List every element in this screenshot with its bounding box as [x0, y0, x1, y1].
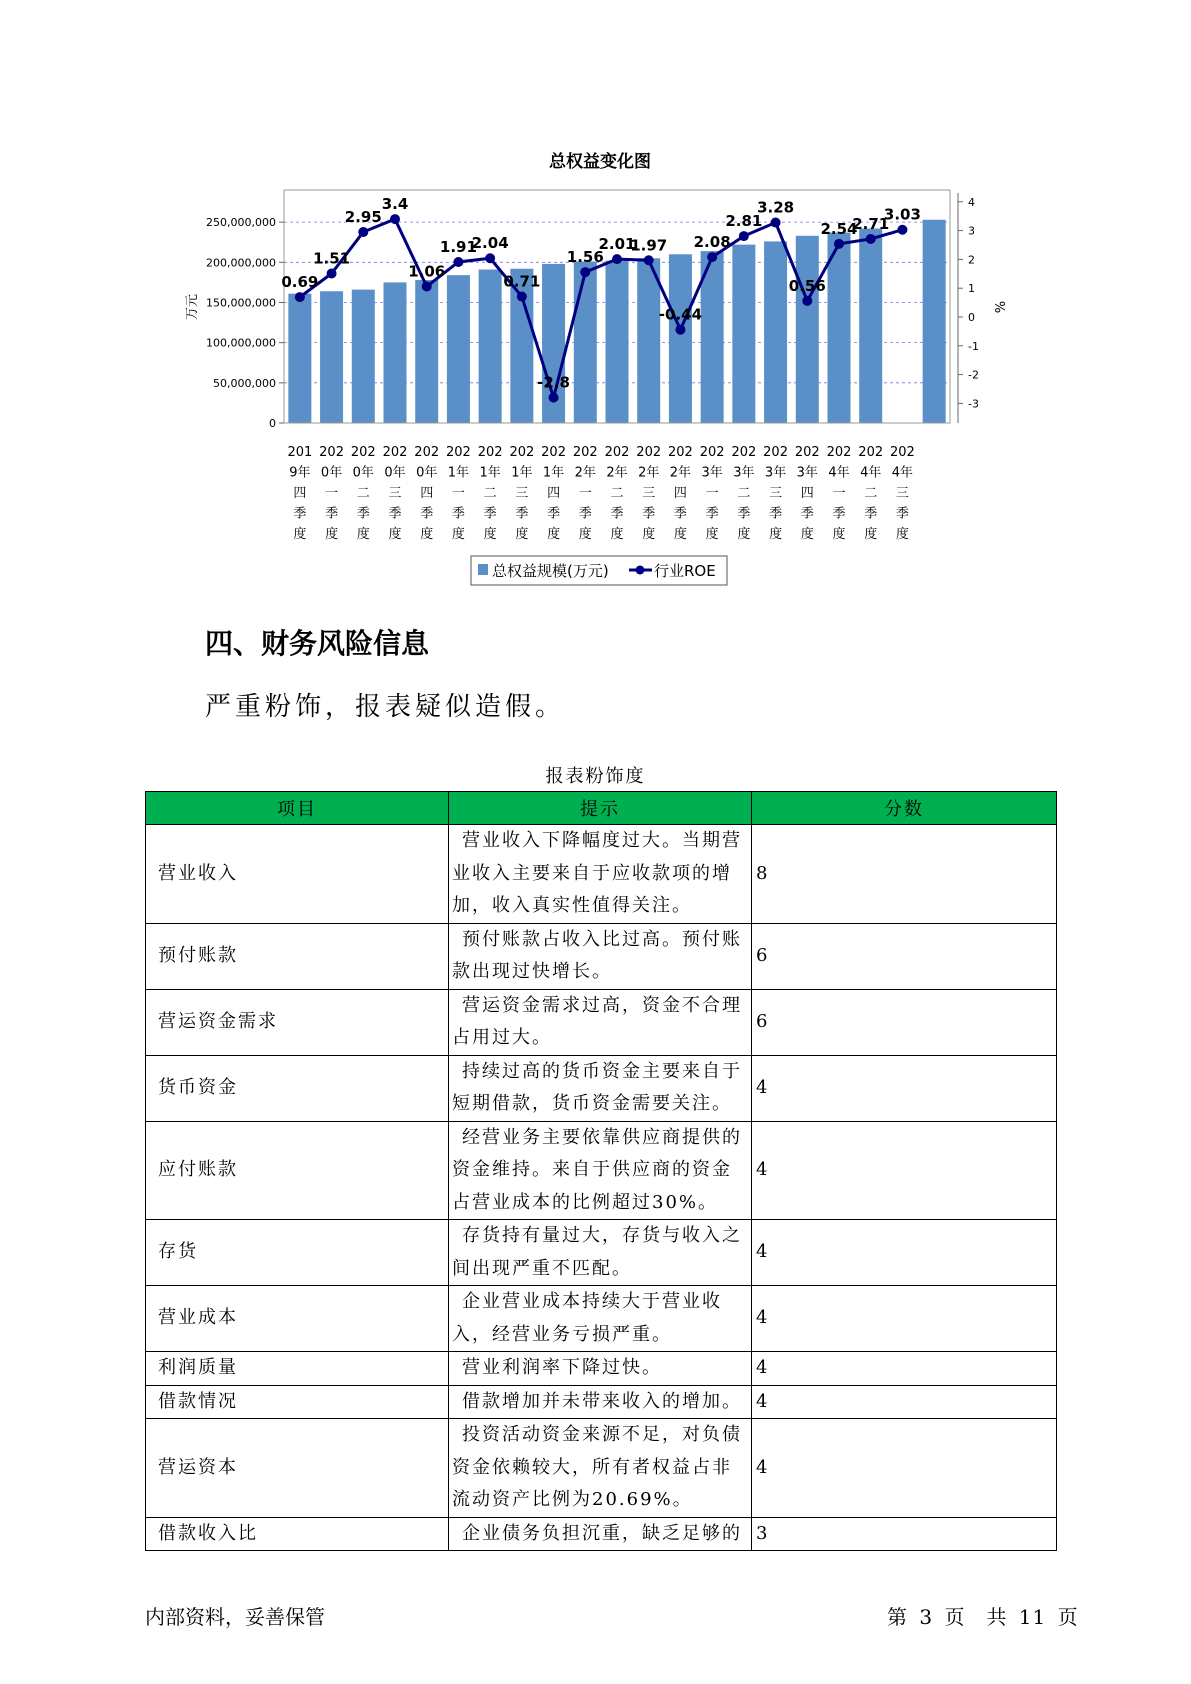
equity-bar [923, 220, 946, 423]
equity-bar [447, 275, 470, 423]
roe-point [453, 257, 463, 267]
row-item: 利润质量 [146, 1352, 449, 1386]
right-tick-label: 3 [968, 224, 975, 238]
table-row [146, 1121, 1057, 1220]
equity-bar [479, 270, 502, 423]
x-tick-label: 季 [293, 506, 307, 522]
x-tick-label: 度 [578, 527, 592, 542]
row-score: 8 [752, 825, 1057, 924]
row-score: 4 [752, 1385, 1057, 1419]
x-tick-label: 季 [673, 506, 687, 522]
row-item: 借款收入比 [146, 1517, 449, 1551]
x-tick-label: 季 [737, 506, 751, 522]
equity-bar [606, 261, 629, 423]
row-item: 存货 [146, 1220, 449, 1286]
roe-point [675, 325, 685, 335]
x-tick-label: 2年 [638, 465, 660, 481]
row-hint: 借款增加并未带来收入的增加。 [449, 1385, 752, 1419]
row-hint: 经营业务主要依靠供应商提供的资金维持。来自于供应商的资金占营业成本的比例超过30%。 [449, 1121, 752, 1220]
x-tick-label: 202 [668, 445, 693, 460]
roe-point [866, 234, 876, 244]
roe-point [644, 255, 654, 265]
roe-data-label: 0.56 [788, 276, 826, 295]
roe-data-label: 1.06 [408, 262, 446, 281]
equity-bar [352, 290, 375, 423]
x-tick-label: 202 [446, 445, 471, 460]
row-item: 营运资本 [146, 1419, 449, 1518]
right-tick-label: 2 [968, 253, 975, 267]
x-tick-label: 4年 [860, 465, 882, 481]
right-tick-label: 0 [968, 311, 975, 324]
row-score: 6 [752, 923, 1057, 989]
roe-data-label: -0.44 [658, 305, 703, 324]
x-tick-label: 四 [293, 486, 307, 501]
x-tick-label: 3年 [796, 465, 818, 481]
x-tick-label: 季 [483, 506, 497, 522]
row-hint: 投资活动资金来源不足，对负债资金依赖较大，所有者权益占非流动资产比例为20.69%。 [449, 1419, 752, 1518]
equity-bar [384, 282, 407, 423]
x-tick-label: 202 [572, 445, 598, 460]
x-tick-label: 季 [547, 506, 561, 522]
x-tick-label: 季 [451, 506, 465, 522]
row-hint: 企业营业成本持续大于营业收入，经营业务亏损严重。 [449, 1286, 752, 1352]
x-tick-label: 季 [769, 506, 783, 522]
x-tick-label: 一 [832, 486, 846, 501]
x-tick-label: 3年 [764, 465, 787, 481]
equity-bar [637, 258, 660, 423]
row-item: 营业收入 [146, 825, 449, 924]
left-tick-label: 50,000,000 [213, 376, 276, 390]
roe-data-label: 2.01 [598, 235, 636, 254]
x-tick-label: 季 [515, 506, 529, 522]
x-tick-label: 季 [832, 506, 846, 522]
table-row [146, 923, 1057, 989]
chart-legend [471, 556, 727, 585]
x-tick-label: 度 [737, 527, 751, 542]
roe-data-label: 2.95 [344, 208, 382, 227]
equity-roe-chart [0, 0, 1191, 600]
x-tick-label: 9年 [289, 465, 311, 481]
roe-point [422, 281, 432, 291]
x-tick-label: 季 [578, 506, 592, 522]
chart-roe-line [281, 195, 921, 403]
x-tick-label: 度 [895, 527, 909, 542]
roe-point [358, 227, 368, 237]
roe-data-label: 1.51 [313, 249, 351, 268]
legend-line-label: 行业ROE [654, 562, 716, 580]
x-tick-label: 度 [673, 527, 687, 542]
x-tick-label: 季 [642, 506, 656, 522]
table-row [146, 1385, 1057, 1419]
row-hint: 营业利润率下降过快。 [449, 1352, 752, 1386]
x-tick-label: 二 [356, 486, 370, 501]
legend-line-marker-icon [636, 566, 645, 575]
chart-x-tick-labels [287, 445, 914, 542]
row-item: 营运资金需求 [146, 989, 449, 1055]
x-tick-label: 度 [325, 527, 339, 542]
table-row [146, 1517, 1057, 1551]
x-tick-label: 202 [636, 445, 662, 460]
roe-point [897, 225, 907, 235]
row-score: 4 [752, 1286, 1057, 1352]
x-tick-label: 度 [547, 527, 561, 542]
risk-table [145, 791, 1057, 1551]
equity-bar [764, 241, 787, 423]
x-tick-label: 1年 [447, 465, 470, 481]
equity-bar [732, 245, 755, 423]
x-tick-label: 1年 [511, 465, 533, 481]
x-tick-label: 202 [826, 445, 852, 460]
row-hint: 企业债务负担沉重，缺乏足够的 [449, 1517, 752, 1551]
x-tick-label: 度 [800, 527, 814, 542]
table-row [146, 1055, 1057, 1121]
x-tick-label: 二 [483, 486, 497, 501]
x-tick-label: 季 [325, 506, 339, 522]
x-tick-label: 202 [763, 445, 788, 460]
x-tick-label: 一 [325, 486, 339, 501]
x-tick-label: 季 [800, 506, 814, 522]
row-item: 营业成本 [146, 1286, 449, 1352]
x-tick-label: 一 [705, 486, 719, 501]
risk-conclusion: 严重粉饰，报表疑似造假。 [205, 692, 566, 722]
roe-data-label: 2.54 [820, 219, 858, 238]
equity-bar [320, 291, 343, 423]
x-tick-label: 四 [673, 486, 687, 501]
x-tick-label: 季 [705, 506, 719, 522]
left-tick-label: 0 [269, 417, 276, 430]
equity-bar [574, 262, 597, 423]
x-tick-label: 0年 [320, 465, 343, 481]
roe-point [295, 292, 305, 302]
x-tick-label: 201 [287, 445, 313, 460]
table-caption: 报表粉饰度 [545, 766, 646, 787]
x-tick-label: 四 [547, 486, 561, 501]
x-tick-label: 四 [800, 486, 814, 501]
x-tick-label: 3年 [701, 465, 723, 481]
x-tick-label: 季 [388, 506, 402, 522]
row-score: 4 [752, 1055, 1057, 1121]
roe-data-label: 1.91 [439, 237, 477, 256]
x-tick-label: 度 [451, 527, 465, 542]
x-tick-label: 0年 [352, 465, 374, 481]
x-tick-label: 季 [356, 506, 370, 522]
x-tick-label: 一 [578, 486, 592, 501]
x-tick-label: 202 [477, 445, 503, 460]
header-hint: 提示 [449, 792, 752, 825]
x-tick-label: 4年 [891, 465, 914, 481]
roe-data-label: 0.71 [503, 272, 541, 291]
x-tick-label: 1年 [542, 465, 565, 481]
x-tick-label: 202 [731, 445, 757, 460]
roe-point [485, 253, 495, 263]
right-tick-label: -3 [968, 397, 979, 411]
roe-point [739, 231, 749, 241]
x-tick-label: 三 [642, 486, 656, 501]
chart-title: 总权益变化图 [549, 152, 651, 172]
table-row [146, 1419, 1057, 1518]
roe-data-label: 3.03 [883, 205, 921, 224]
x-tick-label: 202 [350, 445, 376, 460]
x-tick-label: 二 [737, 486, 751, 501]
row-score: 4 [752, 1121, 1057, 1220]
x-tick-label: 2年 [574, 465, 596, 481]
roe-point [549, 393, 559, 403]
roe-data-label: 2.71 [852, 214, 890, 233]
x-tick-label: 季 [895, 506, 909, 522]
table-row [146, 825, 1057, 924]
x-tick-label: 度 [769, 527, 783, 542]
x-tick-label: 度 [515, 527, 529, 542]
table-row [146, 989, 1057, 1055]
row-hint: 营业收入下降幅度过大。当期营业收入主要来自于应收款项的增加，收入真实性值得关注。 [449, 825, 752, 924]
roe-point [834, 239, 844, 249]
header-score: 分数 [752, 792, 1057, 825]
x-tick-label: 季 [864, 506, 878, 522]
roe-point [707, 252, 717, 262]
x-tick-label: 2年 [669, 465, 692, 481]
row-hint: 持续过高的货币资金主要来自于短期借款，货币资金需要关注。 [449, 1055, 752, 1121]
x-tick-label: 202 [858, 445, 884, 460]
x-tick-label: 202 [890, 445, 915, 460]
roe-point [327, 269, 337, 279]
x-tick-label: 度 [483, 527, 497, 542]
x-tick-label: 三 [895, 486, 909, 501]
x-tick-label: 202 [509, 445, 535, 460]
table-row [146, 1220, 1057, 1286]
table-row [146, 1286, 1057, 1352]
equity-bar [796, 236, 819, 423]
x-tick-label: 202 [604, 445, 630, 460]
x-tick-label: 度 [356, 527, 370, 542]
x-tick-label: 二 [864, 486, 878, 501]
left-tick-label: 150,000,000 [206, 296, 276, 310]
x-tick-label: 2年 [606, 465, 628, 481]
footer-confidential-note: 内部资料，妥善保管 [145, 1605, 325, 1629]
x-tick-label: 度 [705, 527, 719, 542]
x-tick-label: 二 [610, 486, 624, 501]
right-tick-label: 4 [968, 195, 975, 209]
equity-bar [669, 254, 692, 423]
x-tick-label: 季 [420, 506, 434, 522]
row-hint: 营运资金需求过高，资金不合理占用过大。 [449, 989, 752, 1055]
right-tick-label: -2 [968, 368, 979, 382]
left-axis-unit-label: 万元 [185, 293, 200, 321]
roe-data-label: 2.81 [725, 212, 763, 231]
x-tick-label: 度 [864, 527, 878, 542]
x-tick-label: 度 [293, 527, 307, 542]
roe-data-label: -2.8 [537, 373, 570, 392]
footer-page-number: 第 3 页 共 11 页 [887, 1605, 1079, 1629]
header-item: 项目 [146, 792, 449, 825]
x-tick-label: 季 [610, 506, 624, 522]
x-tick-label: 度 [832, 527, 846, 542]
row-item: 借款情况 [146, 1385, 449, 1419]
x-tick-label: 四 [420, 486, 434, 501]
row-item: 预付账款 [146, 923, 449, 989]
roe-data-label: 2.04 [471, 234, 509, 253]
x-tick-label: 度 [388, 527, 402, 542]
x-tick-label: 三 [769, 486, 783, 501]
roe-point [612, 254, 622, 264]
x-tick-label: 三 [388, 486, 402, 501]
x-tick-label: 0年 [416, 465, 438, 481]
x-tick-label: 202 [319, 445, 344, 460]
equity-bar [859, 229, 882, 423]
roe-point [517, 292, 527, 302]
section-title: 四、财务风险信息 [205, 627, 430, 660]
x-tick-label: 0年 [384, 465, 406, 481]
x-tick-label: 度 [420, 527, 434, 542]
x-tick-label: 202 [541, 445, 566, 460]
row-hint: 预付账款占收入比过高。预付账款出现过快增长。 [449, 923, 752, 989]
roe-data-label: 1.56 [566, 248, 604, 267]
x-tick-label: 一 [451, 486, 465, 501]
equity-bar [288, 294, 311, 423]
x-tick-label: 1年 [479, 465, 501, 481]
x-tick-label: 4年 [828, 465, 850, 481]
legend-bar-label: 总权益规模(万元) [492, 562, 609, 580]
left-tick-label: 100,000,000 [206, 336, 276, 350]
roe-data-label: 3.28 [757, 198, 795, 217]
row-score: 6 [752, 989, 1057, 1055]
x-tick-label: 202 [414, 445, 440, 460]
x-tick-label: 度 [610, 527, 624, 542]
row-item: 货币资金 [146, 1055, 449, 1121]
roe-data-label: 3.4 [381, 195, 409, 214]
roe-point [802, 296, 812, 306]
legend-bar-swatch-icon [478, 564, 488, 575]
roe-data-label: 1.97 [630, 236, 668, 255]
equity-bar [415, 280, 438, 423]
left-tick-label: 200,000,000 [206, 256, 276, 270]
right-axis-unit-label: % [991, 300, 1006, 314]
table-header-row [146, 792, 1057, 825]
roe-point [580, 267, 590, 277]
table-row [146, 1352, 1057, 1386]
x-tick-label: 三 [515, 486, 529, 501]
row-score: 4 [752, 1419, 1057, 1518]
left-tick-label: 250,000,000 [206, 216, 276, 230]
row-hint: 存货持有量过大，存货与收入之间出现严重不匹配。 [449, 1220, 752, 1286]
roe-point [390, 214, 400, 224]
row-item: 应付账款 [146, 1121, 449, 1220]
x-tick-label: 3年 [733, 465, 755, 481]
roe-point [771, 218, 781, 228]
row-score: 4 [752, 1352, 1057, 1386]
right-tick-label: -1 [968, 339, 979, 353]
x-tick-label: 202 [699, 445, 725, 460]
row-score: 4 [752, 1220, 1057, 1286]
x-tick-label: 度 [642, 527, 656, 542]
roe-data-label: 2.08 [693, 233, 731, 252]
row-score: 3 [752, 1517, 1057, 1551]
roe-data-label: 0.69 [281, 273, 319, 292]
x-tick-label: 202 [794, 445, 820, 460]
right-tick-label: 1 [968, 282, 975, 296]
x-tick-label: 202 [382, 445, 408, 460]
